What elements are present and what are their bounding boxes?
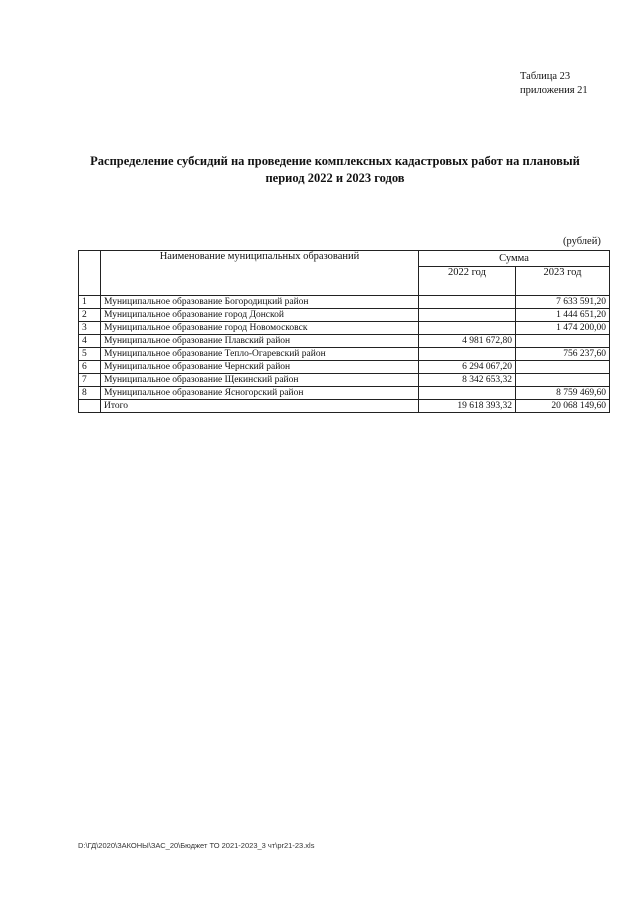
table-row — [79, 322, 610, 335]
year-2023-header: 2023 год — [516, 267, 610, 296]
total-2023: 20 068 149,60 — [516, 400, 610, 413]
municipality-name: Муниципальное образование Плавский район — [101, 335, 419, 348]
total-label: Итого — [101, 400, 419, 413]
table-row — [79, 309, 610, 322]
subsidies-table — [78, 250, 610, 413]
amount-2022: 8 342 653,32 — [419, 374, 516, 387]
amount-2022: 6 294 067,20 — [419, 361, 516, 374]
row-number: 3 — [79, 322, 101, 335]
amount-2022 — [419, 348, 516, 361]
table-row — [79, 361, 610, 374]
table-row — [79, 296, 610, 309]
document-title — [80, 153, 590, 187]
amount-2023: 1 444 651,20 — [516, 309, 610, 322]
amount-2023 — [516, 361, 610, 374]
table-row — [79, 387, 610, 400]
amount-2023: 1 474 200,00 — [516, 322, 610, 335]
row-number: 6 — [79, 361, 101, 374]
appendix-reference: приложения 21 — [520, 85, 588, 96]
title-line-1: Распределение субсидий на проведение комплексных кадастровых работ на плановый — [90, 154, 580, 168]
units-label: (рублей) — [563, 236, 601, 247]
file-path-footer: D:\ГД\2020\ЗАКОНЫ\ЗАС_20\Бюджет ТО 2021-2023_3 чт\pr21-23.xls — [78, 841, 315, 850]
amount-2023 — [516, 335, 610, 348]
sum-header: Сумма — [419, 251, 610, 267]
table-row — [79, 335, 610, 348]
table-row — [79, 374, 610, 387]
total-row-number — [79, 400, 101, 413]
municipality-name: Муниципальное образование Чернский район — [101, 361, 419, 374]
row-number-header — [79, 251, 101, 296]
row-number: 4 — [79, 335, 101, 348]
table-number: Таблица 23 — [520, 71, 571, 82]
row-number: 8 — [79, 387, 101, 400]
amount-2023: 7 633 591,20 — [516, 296, 610, 309]
amount-2022: 4 981 672,80 — [419, 335, 516, 348]
amount-2023: 8 759 469,60 — [516, 387, 610, 400]
total-row — [79, 400, 610, 413]
title-line-2: период 2022 и 2023 годов — [265, 171, 405, 185]
total-2022: 19 618 393,32 — [419, 400, 516, 413]
municipality-name-header: Наименование муниципальных образований — [101, 251, 419, 296]
municipality-name: Муниципальное образование город Донской — [101, 309, 419, 322]
municipality-name: Муниципальное образование Богородицкий район — [101, 296, 419, 309]
municipality-name: Муниципальное образование Ясногорский район — [101, 387, 419, 400]
amount-2022 — [419, 387, 516, 400]
table-row — [79, 348, 610, 361]
row-number: 5 — [79, 348, 101, 361]
municipality-name: Муниципальное образование город Новомосковск — [101, 322, 419, 335]
amount-2023 — [516, 374, 610, 387]
municipality-name: Муниципальное образование Тепло-Огаревский район — [101, 348, 419, 361]
row-number: 1 — [79, 296, 101, 309]
row-number: 7 — [79, 374, 101, 387]
amount-2023: 756 237,60 — [516, 348, 610, 361]
row-number: 2 — [79, 309, 101, 322]
amount-2022 — [419, 322, 516, 335]
amount-2022 — [419, 309, 516, 322]
municipality-name: Муниципальное образование Щекинский район — [101, 374, 419, 387]
table-reference-note — [520, 70, 588, 98]
year-2022-header: 2022 год — [419, 267, 516, 296]
amount-2022 — [419, 296, 516, 309]
